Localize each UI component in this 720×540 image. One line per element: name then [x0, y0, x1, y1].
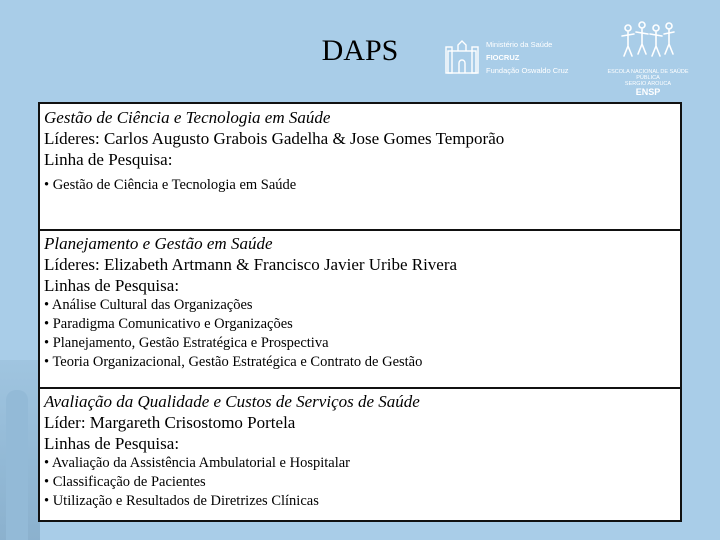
list-item: • Teoria Organizacional, Gestão Estratégica e Contrato de Gestão	[44, 354, 423, 370]
fiocruz-logo	[444, 36, 604, 78]
list-item: • Classificação de Pacientes	[44, 474, 206, 490]
people-figures-icon	[618, 20, 678, 64]
fiocruz-foundation-text: Fundação Oswaldo Cruz	[486, 65, 569, 75]
ensp-acronym: ENSP	[635, 87, 661, 97]
list-item: • Planejamento, Gestão Estratégica e Prospectiva	[44, 335, 329, 351]
section-heading: Avaliação da Qualidade e Custos de Serviços de Saúde	[44, 392, 420, 411]
section-leaders: Líderes: Carlos Augusto Grabois Gadelha & Jose Gomes Temporão	[44, 129, 505, 148]
section-divider	[40, 229, 680, 231]
list-item: • Paradigma Comunicativo e Organizações	[44, 316, 293, 332]
list-item: • Utilização e Resultados de Diretrizes Clínicas	[44, 493, 319, 509]
castle-icon	[444, 39, 480, 75]
section-heading: Gestão de Ciência e Tecnologia em Saúde	[44, 108, 331, 127]
fiocruz-ministry-text: Ministério da Saúde	[486, 39, 553, 49]
list-item: • Gestão de Ciência e Tecnologia em Saúde	[44, 177, 297, 193]
section-avaliacao	[40, 392, 680, 511]
section-leaders: Líder: Margareth Crisostomo Portela	[44, 413, 296, 432]
section-leaders: Líderes: Elizabeth Artmann & Francisco Javier Uribe Rivera	[44, 255, 458, 274]
section-lines-label: Linhas de Pesquisa:	[44, 434, 180, 453]
ensp-school-name-text: SERGIO AROUCA	[624, 81, 672, 87]
ensp-logo	[600, 20, 696, 97]
background-tower	[6, 390, 28, 540]
ensp-school-text: ESCOLA NACIONAL DE SAÚDE PÚBLICA	[607, 69, 689, 81]
list-item: • Avaliação da Assistência Ambulatorial e Hospitalar	[44, 455, 351, 471]
section-heading: Planejamento e Gestão em Saúde	[44, 234, 273, 253]
section-lines-label: Linhas de Pesquisa:	[44, 276, 180, 295]
section-divider	[40, 387, 680, 389]
section-gestao-ciencia	[40, 108, 680, 195]
section-planejamento	[40, 234, 680, 372]
section-lines-label: Linha de Pesquisa:	[44, 150, 173, 169]
fiocruz-name-text: FIOCRUZ	[486, 52, 520, 62]
content-panel	[38, 102, 682, 522]
slide-title: DAPS	[321, 34, 399, 67]
list-item: • Análise Cultural das Organizações	[44, 297, 253, 313]
